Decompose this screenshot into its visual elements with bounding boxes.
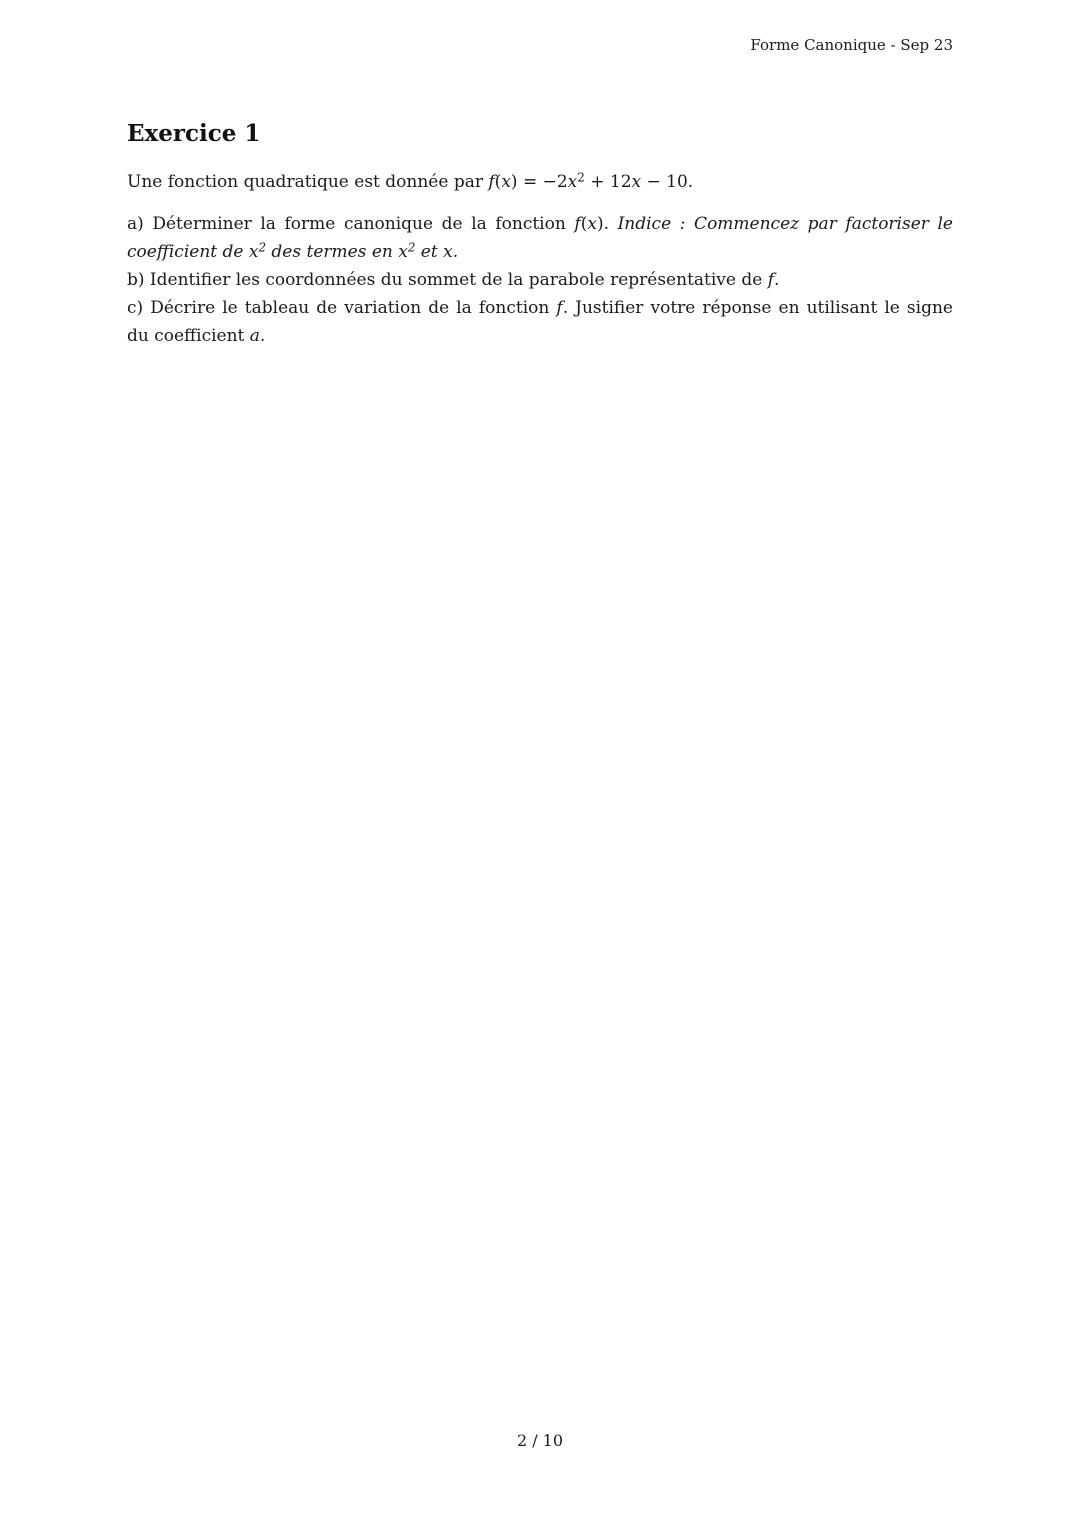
math-paren-open: ( — [494, 172, 502, 192]
math-term-end: − 10. — [641, 172, 694, 192]
question-item-b — [127, 266, 953, 294]
exercise-content — [127, 120, 953, 350]
page-number: 2 / 10 — [516, 1431, 564, 1450]
math-var-f: f — [574, 214, 581, 234]
math-var-x: x — [631, 172, 642, 192]
math-term: + 12 — [584, 172, 632, 192]
item-b-text: b) Identifier les coordonnées du sommet de la parabole représentative de — [127, 270, 768, 290]
question-item-c — [127, 294, 953, 350]
item-c-text: . Justifier votre réponse en utilisant le signe du coefficient — [127, 298, 953, 346]
math-equals-term: ) = −2 — [510, 172, 568, 192]
math-paren-close: ). — [596, 214, 618, 234]
hint-text-end: et x. — [415, 242, 459, 262]
hint-exponent: 2 — [407, 240, 416, 255]
item-c-period: . — [259, 326, 266, 346]
math-var-a: a — [249, 326, 260, 346]
item-a-text: a) Déterminer la forme canonique de la fonction — [127, 214, 575, 234]
running-header: Forme Canonique - Sep 23 — [750, 36, 953, 54]
exercise-title: Exercice 1 — [127, 120, 261, 147]
math-var-x: x — [587, 214, 597, 234]
math-var-f: f — [488, 172, 495, 192]
math-var-f: f — [556, 298, 563, 318]
intro-paragraph — [127, 168, 953, 196]
math-var-x: x — [567, 172, 578, 192]
question-item-a — [127, 210, 953, 266]
math-var-x: x — [501, 172, 511, 192]
math-paren-open: ( — [580, 214, 588, 234]
intro-text: Une fonction quadratique est donnée par — [127, 172, 489, 192]
hint-text: des termes en x — [266, 242, 408, 262]
hint-text: Indice : Commencez par factoriser le coefficient de x — [127, 214, 953, 262]
item-c-text: c) Décrire le tableau de variation de la fonction — [127, 298, 557, 318]
math-var-f: f — [767, 270, 775, 290]
hint-exponent: 2 — [258, 240, 267, 255]
math-exponent: 2 — [577, 170, 585, 185]
item-b-period: . — [774, 270, 780, 290]
question-list — [127, 210, 953, 350]
